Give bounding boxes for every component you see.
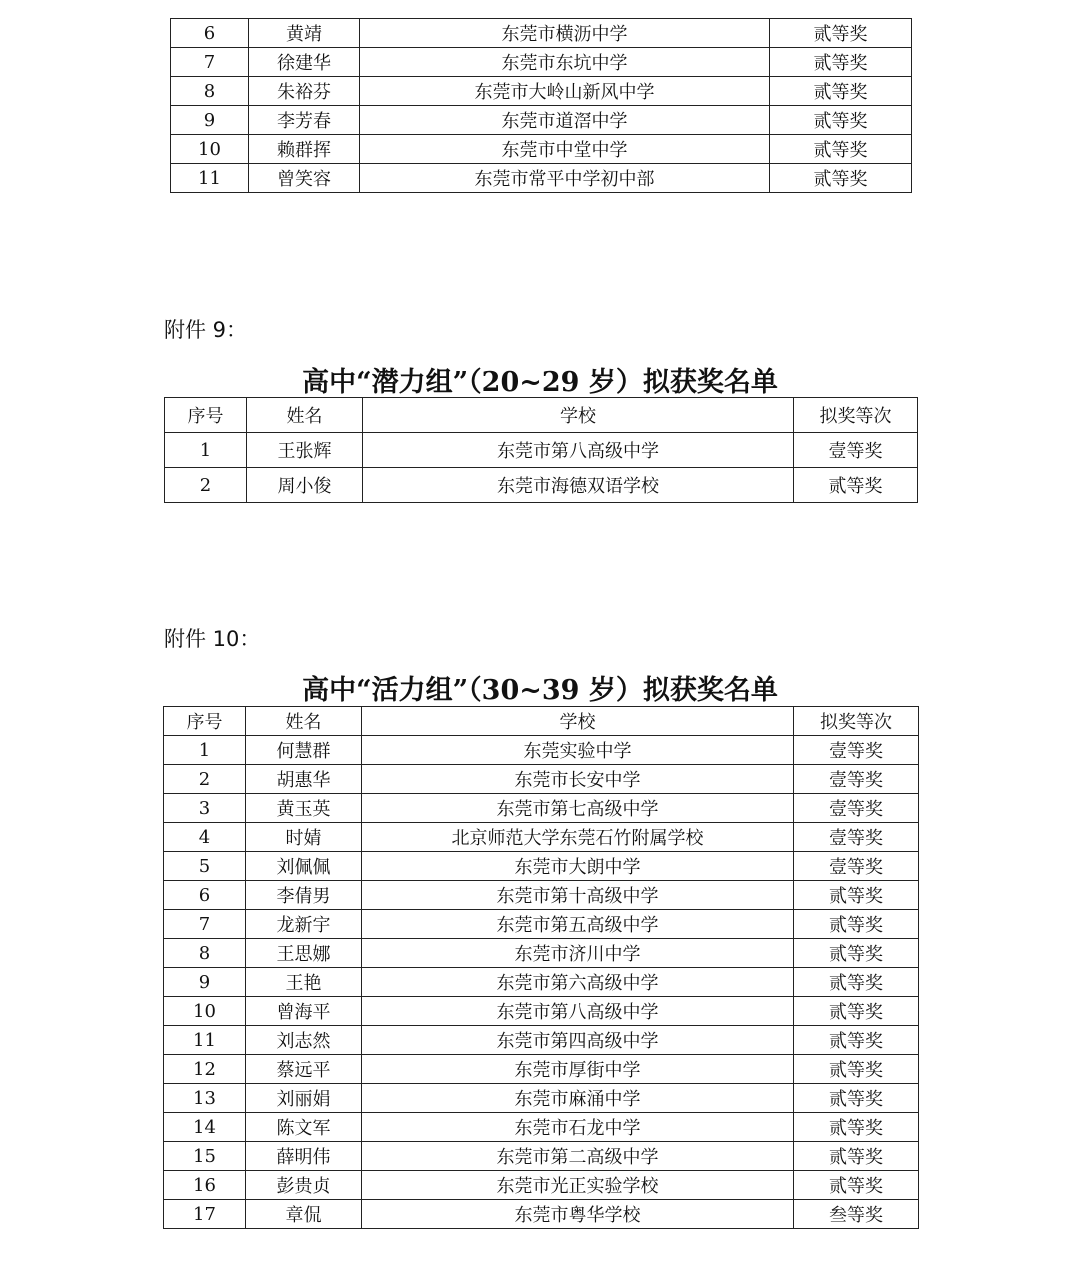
table-header-row [165,398,918,433]
cell-award: 贰等奖 [794,881,919,910]
table-row [165,433,918,468]
cell-school: 东莞市第十高级中学 [362,881,794,910]
table-row [164,1171,919,1200]
cell-school: 东莞市厚街中学 [362,1055,794,1084]
cell-no: 4 [164,823,246,852]
cell-name: 王艳 [246,968,362,997]
cell-school: 东莞市第二高级中学 [362,1142,794,1171]
cell-school: 东莞市大朗中学 [362,852,794,881]
cell-award: 壹等奖 [794,823,919,852]
header-school: 学校 [363,398,794,433]
table-row [164,1084,919,1113]
table-row [164,881,919,910]
cell-no: 17 [164,1200,246,1229]
cell-school: 东莞市光正实验学校 [362,1171,794,1200]
cell-no: 8 [164,939,246,968]
cell-name: 刘丽娟 [246,1084,362,1113]
cell-school: 东莞市第八高级中学 [363,433,794,468]
cell-school: 东莞市海德双语学校 [363,468,794,503]
cell-school: 东莞市横沥中学 [360,19,770,48]
table-row [171,164,912,193]
cell-name: 李倩男 [246,881,362,910]
cell-name: 章侃 [246,1200,362,1229]
cell-award: 贰等奖 [794,1113,919,1142]
cell-no: 15 [164,1142,246,1171]
cell-no: 7 [171,48,249,77]
header-school: 学校 [362,707,794,736]
cell-no: 2 [165,468,247,503]
cell-school: 东莞市常平中学初中部 [360,164,770,193]
table-row [164,794,919,823]
cell-school: 东莞市中堂中学 [360,135,770,164]
header-name: 姓名 [247,398,363,433]
cell-name: 蔡远平 [246,1055,362,1084]
cell-school: 东莞市东坑中学 [360,48,770,77]
attachment-10-table [163,706,919,1229]
attachment-9-table [164,397,918,503]
cell-award: 壹等奖 [794,433,918,468]
cell-award: 贰等奖 [770,135,912,164]
cell-award: 壹等奖 [794,852,919,881]
cell-name: 赖群挥 [249,135,360,164]
attachment-10-label: 附件 10： [164,627,261,651]
cell-name: 何慧群 [246,736,362,765]
cell-name: 曾笑容 [249,164,360,193]
cell-no: 13 [164,1084,246,1113]
cell-school: 东莞市大岭山新风中学 [360,77,770,106]
cell-name: 胡惠华 [246,765,362,794]
table-row [164,1055,919,1084]
cell-no: 5 [164,852,246,881]
cell-school: 东莞市第七高级中学 [362,794,794,823]
cell-award: 贰等奖 [770,106,912,135]
table-row [164,939,919,968]
cell-name: 王张辉 [247,433,363,468]
cell-name: 黄靖 [249,19,360,48]
cell-no: 1 [164,736,246,765]
table-row [164,852,919,881]
cell-award: 贰等奖 [794,1084,919,1113]
table-row [164,765,919,794]
table-row [164,823,919,852]
cell-school: 东莞实验中学 [362,736,794,765]
cell-name: 刘志然 [246,1026,362,1055]
cell-no: 14 [164,1113,246,1142]
header-name: 姓名 [246,707,362,736]
cell-school: 东莞市长安中学 [362,765,794,794]
attachment-10-title: 高中“活力组”（30~39 岁）拟获奖名单 [302,675,778,706]
cell-name: 龙新宇 [246,910,362,939]
cell-no: 7 [164,910,246,939]
cell-school: 北京师范大学东莞石竹附属学校 [362,823,794,852]
cell-award: 贰等奖 [794,910,919,939]
cell-name: 时婧 [246,823,362,852]
cell-school: 东莞市第五高级中学 [362,910,794,939]
cell-no: 9 [171,106,249,135]
header-no: 序号 [165,398,247,433]
cell-no: 2 [164,765,246,794]
cell-no: 3 [164,794,246,823]
cell-award: 壹等奖 [794,794,919,823]
cell-name: 曾海平 [246,997,362,1026]
table-row [171,135,912,164]
table-row [164,1200,919,1229]
table-row [171,48,912,77]
table-row [164,997,919,1026]
cell-award: 贰等奖 [794,1171,919,1200]
cell-no: 10 [171,135,249,164]
cell-no: 16 [164,1171,246,1200]
table-row [164,910,919,939]
table-row [164,1026,919,1055]
cell-school: 东莞市麻涌中学 [362,1084,794,1113]
cell-award: 贰等奖 [794,1026,919,1055]
cell-award: 贰等奖 [770,48,912,77]
cell-award: 壹等奖 [794,765,919,794]
cell-name: 黄玉英 [246,794,362,823]
cell-school: 东莞市第六高级中学 [362,968,794,997]
cell-no: 10 [164,997,246,1026]
cell-no: 9 [164,968,246,997]
cell-name: 朱裕芬 [249,77,360,106]
cell-name: 王思娜 [246,939,362,968]
cell-school: 东莞市第四高级中学 [362,1026,794,1055]
table-row [164,736,919,765]
header-no: 序号 [164,707,246,736]
cell-school: 东莞市济川中学 [362,939,794,968]
cell-name: 薛明伟 [246,1142,362,1171]
attachment-9-label: 附件 9： [164,318,248,342]
cell-award: 贰等奖 [794,939,919,968]
cell-award: 贰等奖 [770,164,912,193]
cell-name: 陈文军 [246,1113,362,1142]
cell-no: 12 [164,1055,246,1084]
table-row [171,19,912,48]
cell-school: 东莞市道滘中学 [360,106,770,135]
cell-no: 6 [171,19,249,48]
cell-award: 贰等奖 [794,1055,919,1084]
cell-school: 东莞市石龙中学 [362,1113,794,1142]
header-award: 拟奖等次 [794,398,918,433]
cell-award: 贰等奖 [770,19,912,48]
cell-award: 贰等奖 [794,1142,919,1171]
table-row [164,968,919,997]
cell-name: 周小俊 [247,468,363,503]
cell-name: 徐建华 [249,48,360,77]
attachment-9-title: 高中“潜力组”（20~29 岁）拟获奖名单 [302,367,778,398]
cell-award: 贰等奖 [794,968,919,997]
cell-no: 11 [171,164,249,193]
cell-name: 彭贵贞 [246,1171,362,1200]
cell-award: 贰等奖 [794,997,919,1026]
table-row [165,468,918,503]
table-row [164,1113,919,1142]
header-award: 拟奖等次 [794,707,919,736]
table-header-row [164,707,919,736]
cell-school: 东莞市粤华学校 [362,1200,794,1229]
cell-school: 东莞市第八高级中学 [362,997,794,1026]
cell-award: 叁等奖 [794,1200,919,1229]
table-row [164,1142,919,1171]
cell-award: 壹等奖 [794,736,919,765]
cell-award: 贰等奖 [770,77,912,106]
cell-name: 刘佩佩 [246,852,362,881]
cell-no: 11 [164,1026,246,1055]
table-row [171,106,912,135]
cell-no: 6 [164,881,246,910]
cell-no: 8 [171,77,249,106]
cell-name: 李芳春 [249,106,360,135]
cell-award: 贰等奖 [794,468,918,503]
table-row [171,77,912,106]
previous-award-table [170,18,912,193]
cell-no: 1 [165,433,247,468]
